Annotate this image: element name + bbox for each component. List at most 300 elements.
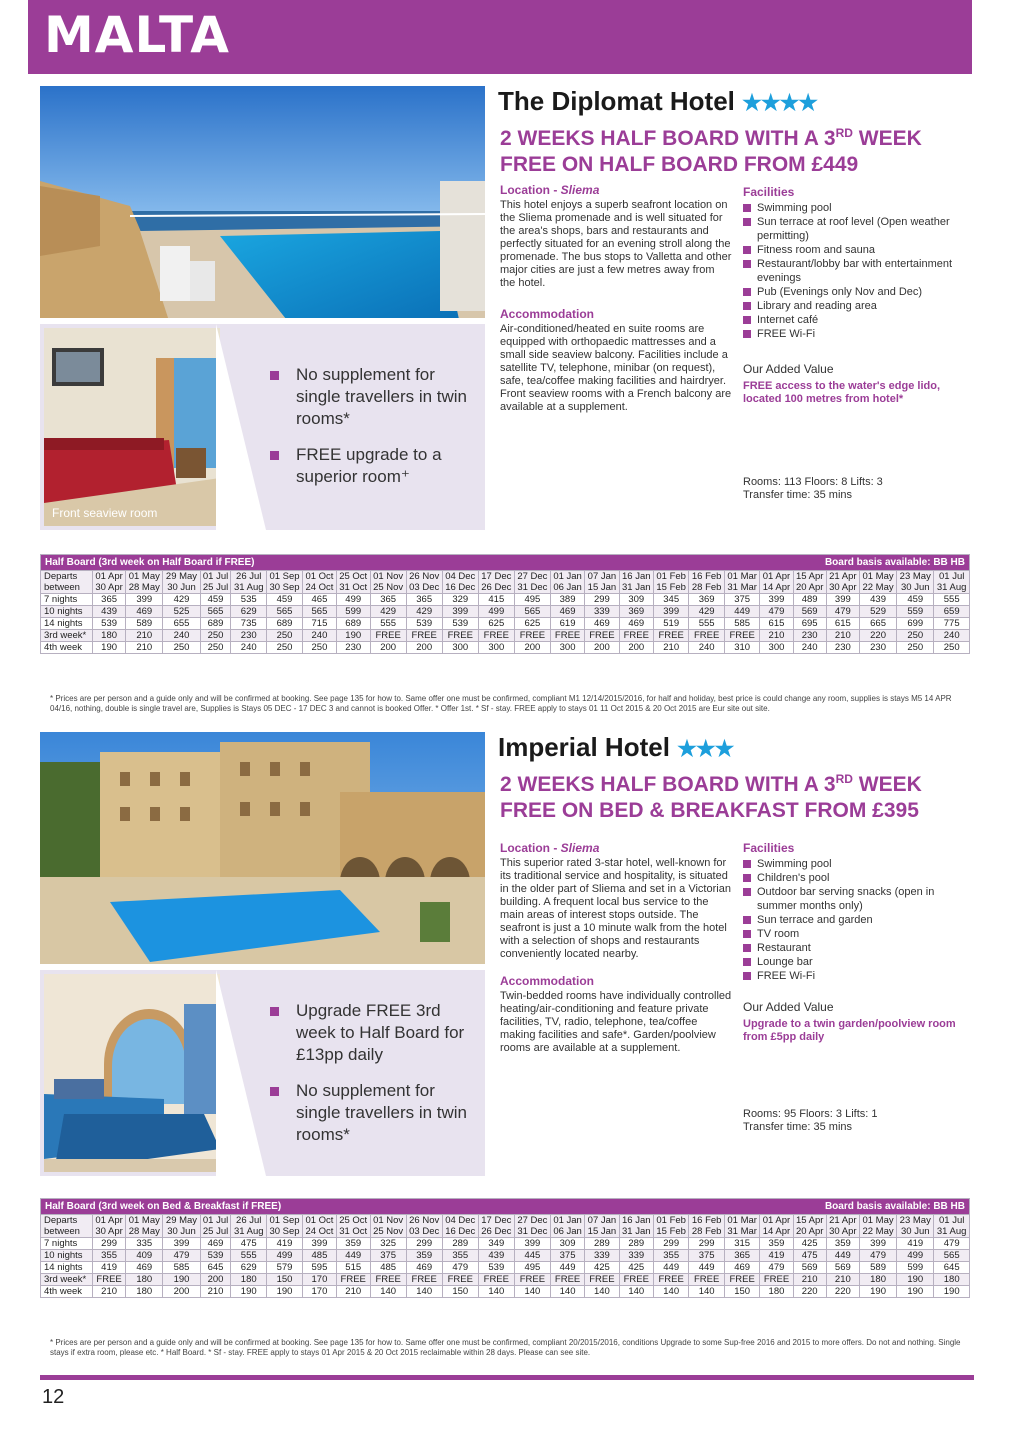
row-label: 3rd week*	[41, 1274, 93, 1286]
price-cell: 315	[724, 1238, 759, 1250]
facility-item: TV room	[743, 927, 968, 941]
date-to: 31 Dec	[517, 582, 548, 593]
price-cell: 339	[619, 1250, 653, 1262]
price-cell: 399	[826, 594, 859, 606]
table-row	[41, 1286, 970, 1298]
table-title: Half Board (3rd week on Bed & Breakfast if FREE)	[45, 1201, 282, 1212]
price-cell: 695	[793, 618, 826, 630]
price-cell: 299	[653, 1238, 688, 1250]
price-cell: 419	[760, 1250, 793, 1262]
date-range-header	[442, 1215, 478, 1238]
price-cell: 299	[689, 1238, 724, 1250]
date-range-header	[793, 571, 826, 594]
price-cell: 539	[442, 618, 478, 630]
date-from: 17 Dec	[481, 571, 512, 582]
price-cell: 459	[897, 594, 934, 606]
price-cell: 339	[585, 606, 619, 618]
price-cell: 220	[859, 630, 896, 642]
price-cell: 289	[619, 1238, 653, 1250]
date-from: 01 Jul	[939, 571, 965, 582]
date-to: 31 Jan	[622, 582, 651, 593]
board-basis: Board basis available: BB HB	[824, 557, 965, 568]
price-cell: 399	[442, 606, 478, 618]
price-cell: 230	[231, 630, 267, 642]
facility-item: FREE Wi-Fi	[743, 969, 968, 983]
date-range-header	[163, 571, 200, 594]
price-cell: 479	[442, 1262, 478, 1274]
price-cell: 230	[826, 642, 859, 654]
price-cell: 449	[550, 1262, 584, 1274]
price-cell: 689	[266, 618, 302, 630]
price-cell: 469	[200, 1238, 231, 1250]
date-to: 28 Feb	[691, 582, 722, 593]
price-cell: 399	[514, 1238, 550, 1250]
facility-item: Sun terrace at roof level (Open weather permitting)	[743, 215, 968, 243]
price-cell: 469	[619, 618, 653, 630]
date-range-header	[934, 571, 970, 594]
price-cell: 200	[514, 642, 550, 654]
date-range-header	[370, 1215, 406, 1238]
date-from: 26 Nov	[409, 571, 440, 582]
price-cell: FREE	[442, 1274, 478, 1286]
offer-line-1: 2 WEEKS HALF BOARD WITH A 3	[500, 773, 836, 796]
price-cell: 479	[760, 606, 793, 618]
date-from: 01 May	[128, 1215, 160, 1226]
photo-caption: Front seaview room	[52, 506, 158, 520]
date-to: 03 Dec	[409, 1226, 440, 1237]
price-cell: 479	[760, 1262, 793, 1274]
date-from: 23 May	[899, 571, 931, 582]
price-cell: 429	[163, 594, 200, 606]
price-cell: FREE	[760, 1274, 793, 1286]
price-cell: 775	[934, 618, 970, 630]
price-cell: 479	[859, 1250, 896, 1262]
offer-line-1b: WEEK	[852, 773, 922, 796]
date-from: 21 Apr	[829, 1215, 857, 1226]
price-cell: 210	[793, 1274, 826, 1286]
date-to: 30 Jun	[900, 582, 930, 593]
price-cell: 190	[859, 1286, 896, 1298]
price-cell: 499	[478, 606, 514, 618]
price-cell: 499	[336, 594, 370, 606]
facility-item: FREE Wi-Fi	[743, 327, 968, 341]
offer-headline	[500, 766, 980, 824]
facility-item: Sun terrace and garden	[743, 913, 968, 927]
date-range-header	[550, 571, 584, 594]
price-cell: 170	[303, 1286, 337, 1298]
date-from: 27 Dec	[517, 571, 548, 582]
date-range-header	[200, 1215, 231, 1238]
price-cell: 359	[406, 1250, 442, 1262]
price-cell: 439	[478, 1250, 514, 1262]
table-header-row	[41, 571, 970, 594]
price-cell: 589	[859, 1262, 896, 1274]
price-cell: FREE	[370, 630, 406, 642]
room-photo	[44, 328, 220, 526]
price-cell: 140	[653, 1286, 688, 1298]
price-cell: 375	[724, 594, 759, 606]
row-label: 14 nights	[41, 618, 93, 630]
hotel-name	[498, 732, 733, 763]
date-from: 01 Jul	[939, 1215, 965, 1226]
price-cell: 399	[126, 594, 163, 606]
date-to: 31 Aug	[936, 1226, 967, 1237]
facility-item: Internet café	[743, 313, 968, 327]
location-heading-text: Location -	[500, 841, 561, 855]
price-cell: 655	[163, 618, 200, 630]
price-cell: 190	[93, 642, 126, 654]
price-cell: 200	[163, 1286, 200, 1298]
price-cell: 299	[585, 594, 619, 606]
price-cell: FREE	[406, 1274, 442, 1286]
date-range-header	[653, 571, 688, 594]
date-to: 15 Jan	[587, 582, 617, 593]
date-to: 30 Apr	[829, 582, 857, 593]
date-from: 29 May	[165, 1215, 198, 1226]
price-cell: 425	[793, 1238, 826, 1250]
date-from: 04 Dec	[445, 1215, 476, 1226]
price-cell: 689	[200, 618, 231, 630]
date-to: 24 Oct	[305, 1226, 334, 1237]
price-cell: FREE	[406, 630, 442, 642]
price-cell: 210	[826, 630, 859, 642]
price-cell: 475	[231, 1238, 267, 1250]
price-cell: 555	[231, 1250, 267, 1262]
table-header-row	[41, 1215, 970, 1238]
date-to: 31 Mar	[727, 582, 757, 593]
price-cell: 449	[336, 1250, 370, 1262]
price-cell: 190	[934, 1286, 970, 1298]
hotel-stats: Rooms: 95 Floors: 3 Lifts: 1	[743, 1108, 878, 1120]
feature-panel	[40, 324, 485, 530]
date-from: 16 Feb	[691, 571, 722, 582]
date-range-header	[478, 571, 514, 594]
location-heading	[500, 184, 732, 197]
price-cell: 190	[336, 630, 370, 642]
price-cell: 180	[859, 1274, 896, 1286]
price-cell: 495	[514, 594, 550, 606]
date-range-header	[550, 1215, 584, 1238]
price-table	[40, 554, 970, 654]
price-cell: 240	[303, 630, 337, 642]
date-to: 30 Apr	[829, 1226, 857, 1237]
facility-item: Swimming pool	[743, 857, 968, 871]
price-cell: 535	[231, 594, 267, 606]
price-cell: 325	[370, 1238, 406, 1250]
price-cell: 625	[514, 618, 550, 630]
price-cell: 479	[163, 1250, 200, 1262]
facilities-heading: Facilities	[743, 841, 795, 855]
date-from: 16 Jan	[622, 571, 651, 582]
price-cell: FREE	[478, 630, 514, 642]
price-cell: 150	[442, 1286, 478, 1298]
price-cell: 365	[406, 594, 442, 606]
row-label: 7 nights	[41, 594, 93, 606]
description-column	[500, 842, 732, 1063]
date-range-header	[619, 571, 653, 594]
date-from: 01 Sep	[269, 1215, 300, 1226]
date-range-header	[336, 1215, 370, 1238]
hotel-name-text: Imperial Hotel	[498, 732, 670, 762]
date-from: 01 May	[862, 571, 894, 582]
price-cell: 300	[550, 642, 584, 654]
price-cell: 140	[550, 1286, 584, 1298]
price-cell: 140	[370, 1286, 406, 1298]
star-rating-icon: ★★★	[677, 736, 734, 761]
date-to: 28 May	[128, 582, 160, 593]
date-from: 01 Sep	[269, 571, 300, 582]
price-cell: 240	[934, 630, 970, 642]
price-cell: 250	[934, 642, 970, 654]
date-range-header	[585, 1215, 619, 1238]
date-from: 16 Jan	[622, 1215, 651, 1226]
hotel-name	[498, 86, 817, 117]
date-from: 01 Jan	[553, 1215, 582, 1226]
date-from: 23 May	[899, 1215, 931, 1226]
price-cell: 365	[93, 594, 126, 606]
price-cell: 399	[760, 594, 793, 606]
price-cell: 339	[585, 1250, 619, 1262]
price-cell: 419	[266, 1238, 302, 1250]
price-cell: 469	[406, 1262, 442, 1274]
price-cell: 525	[163, 606, 200, 618]
date-range-header	[93, 1215, 126, 1238]
date-from: 01 Jul	[202, 571, 229, 582]
date-range-header	[514, 1215, 550, 1238]
price-cell: FREE	[653, 630, 688, 642]
facility-item: Pub (Evenings only Nov and Dec)	[743, 285, 968, 299]
location-text: This hotel enjoys a superb seafront location on the Sliema promenade and is well situated for the area's shops, bars and restaurants and perfectly situated for an evening stroll along the promenade. The bus stops to Valletta and other major cities are just a few metres away from the hotel.	[500, 199, 732, 289]
price-cell: FREE	[585, 1274, 619, 1286]
price-cell: 250	[303, 642, 337, 654]
price-cell: 615	[760, 618, 793, 630]
date-to: 26 Dec	[481, 582, 512, 593]
price-cell: 479	[934, 1238, 970, 1250]
offer-line-2: FREE ON HALF BOARD FROM £449	[500, 153, 859, 176]
date-from: 01 Oct	[305, 571, 334, 582]
date-from: 01 Mar	[727, 571, 757, 582]
date-from: 04 Dec	[445, 571, 476, 582]
hotel-section-diplomat	[40, 86, 972, 713]
date-from: 15 Apr	[795, 571, 824, 582]
price-cell: 309	[550, 1238, 584, 1250]
price-cell: 469	[585, 618, 619, 630]
highlight-item: Upgrade FREE 3rd week to Half Board for £13pp daily	[268, 1000, 478, 1066]
price-cell: 519	[653, 618, 688, 630]
price-cell: 200	[585, 642, 619, 654]
table-title-bar	[41, 1199, 970, 1215]
date-range-header	[200, 571, 231, 594]
price-cell: 399	[859, 1238, 896, 1250]
price-cell: 250	[200, 642, 231, 654]
price-cell: 565	[266, 606, 302, 618]
date-to: 25 Jul	[202, 582, 229, 593]
price-cell: 625	[478, 618, 514, 630]
table-row	[41, 618, 970, 630]
price-cell: FREE	[724, 1274, 759, 1286]
star-rating-icon: ★★★★	[742, 90, 818, 115]
date-range-header	[760, 571, 793, 594]
price-cell: 689	[336, 618, 370, 630]
date-range-header	[266, 571, 302, 594]
date-to: 30 Jun	[900, 1226, 930, 1237]
date-range-header	[619, 1215, 653, 1238]
price-cell: 240	[231, 642, 267, 654]
feature-panel	[40, 970, 485, 1176]
highlight-item: No supplement for single travellers in twin rooms*	[268, 364, 478, 430]
price-cell: 250	[897, 630, 934, 642]
price-cell: 365	[724, 1250, 759, 1262]
price-cell: 310	[724, 642, 759, 654]
offer-line-1: 2 WEEKS HALF BOARD WITH A 3	[500, 127, 836, 150]
location-place: Sliema	[560, 183, 600, 197]
added-value-text: FREE access to the water's edge lido, located 100 metres from hotel*	[743, 380, 941, 405]
table-row	[41, 1238, 970, 1250]
accommodation-heading: Accommodation	[500, 307, 595, 321]
price-cell: 140	[619, 1286, 653, 1298]
departs-label	[41, 571, 93, 594]
page-number: 12	[42, 1386, 65, 1408]
price-cell: 515	[336, 1262, 370, 1274]
table-title-bar	[41, 555, 970, 571]
price-cell: 210	[336, 1286, 370, 1298]
date-from: 01 Jan	[553, 571, 582, 582]
date-range-header	[370, 571, 406, 594]
date-from: 16 Feb	[691, 1215, 722, 1226]
price-cell: 180	[760, 1286, 793, 1298]
description-column	[500, 184, 732, 422]
price-cell: 375	[550, 1250, 584, 1262]
price-cell: 419	[93, 1262, 126, 1274]
date-to: 31 Aug	[936, 582, 967, 593]
date-to: 31 Dec	[517, 1226, 548, 1237]
location-heading	[500, 842, 732, 855]
price-cell: 250	[200, 630, 231, 642]
price-cell: FREE	[653, 1274, 688, 1286]
price-cell: 300	[478, 642, 514, 654]
price-cell: 485	[303, 1250, 337, 1262]
price-cell: 539	[200, 1250, 231, 1262]
price-cell: 459	[266, 594, 302, 606]
departs-label	[41, 1215, 93, 1238]
price-cell: 565	[934, 1250, 970, 1262]
price-cell: 439	[859, 594, 896, 606]
date-range-header	[585, 571, 619, 594]
transfer-time: Transfer time: 35 mins	[743, 1121, 853, 1133]
date-to: 16 Dec	[445, 582, 476, 593]
price-cell: 399	[303, 1238, 337, 1250]
date-range-header	[126, 571, 163, 594]
date-to: 30 Sep	[269, 582, 300, 593]
date-from: 26 Jul	[236, 1215, 262, 1226]
offer-sup: RD	[835, 126, 853, 140]
price-cell: 555	[370, 618, 406, 630]
price-cell: 349	[478, 1238, 514, 1250]
date-to: 30 Jun	[167, 1226, 196, 1237]
date-from: 26 Nov	[409, 1215, 440, 1226]
price-cell: 565	[303, 606, 337, 618]
date-range-header	[478, 1215, 514, 1238]
hotel-pool-photo	[40, 86, 485, 324]
date-from: 01 Apr	[762, 1215, 791, 1226]
price-cell: 355	[653, 1250, 688, 1262]
price-cell: 309	[619, 594, 653, 606]
price-cell: 599	[336, 606, 370, 618]
transfer-time: Transfer time: 35 mins	[743, 489, 853, 501]
price-cell: 585	[163, 1262, 200, 1274]
price-cell: 210	[126, 642, 163, 654]
date-to: 31 Mar	[727, 1226, 757, 1237]
price-cell: FREE	[619, 1274, 653, 1286]
facility-item: Restaurant	[743, 941, 968, 955]
decorative-wedge	[216, 970, 266, 1176]
price-cell: 479	[826, 606, 859, 618]
price-cell: 569	[793, 1262, 826, 1274]
price-cell: 170	[303, 1274, 337, 1286]
price-cell: 200	[619, 642, 653, 654]
price-cell: 445	[514, 1250, 550, 1262]
date-range-header	[897, 1215, 934, 1238]
price-cell: 220	[793, 1286, 826, 1298]
date-to: 31 Oct	[339, 582, 368, 593]
price-cell: 220	[826, 1286, 859, 1298]
price-cell: 495	[514, 1262, 550, 1274]
added-value-heading: Our Added Value	[743, 1000, 834, 1014]
facilities-heading: Facilities	[743, 185, 795, 199]
price-cell: 359	[826, 1238, 859, 1250]
price-cell: 399	[163, 1238, 200, 1250]
date-to: 20 Apr	[795, 1226, 824, 1237]
price-cell: 469	[724, 1262, 759, 1274]
date-range-header	[859, 1215, 896, 1238]
price-cell: 389	[550, 594, 584, 606]
date-from: 01 Nov	[373, 1215, 404, 1226]
date-from: 27 Dec	[517, 1215, 548, 1226]
price-cell: 250	[897, 642, 934, 654]
price-cell: 449	[653, 1262, 688, 1274]
price-cell: 359	[336, 1238, 370, 1250]
price-cell: 419	[897, 1238, 934, 1250]
price-cell: 555	[934, 594, 970, 606]
highlight-item: No supplement for single travellers in twin rooms*	[268, 1080, 478, 1146]
date-to: 31 Aug	[233, 1226, 264, 1237]
price-cell: 200	[370, 642, 406, 654]
date-from: 01 Feb	[656, 571, 686, 582]
date-from: 07 Jan	[587, 571, 617, 582]
price-cell: 375	[370, 1250, 406, 1262]
price-table	[40, 1198, 970, 1298]
facility-item: Library and reading area	[743, 299, 968, 313]
date-from: 07 Jan	[587, 1215, 617, 1226]
row-label: 7 nights	[41, 1238, 93, 1250]
price-cell: 180	[231, 1274, 267, 1286]
price-cell: 529	[859, 606, 896, 618]
price-cell: 250	[266, 630, 302, 642]
table-row	[41, 642, 970, 654]
price-cell: 555	[689, 618, 724, 630]
price-cell: 579	[266, 1262, 302, 1274]
price-cell: 140	[406, 1286, 442, 1298]
date-range-header	[303, 571, 337, 594]
date-from: 29 May	[165, 571, 198, 582]
price-cell: 190	[897, 1286, 934, 1298]
accommodation-text: Twin-bedded rooms have individually controlled heating/air-conditioning and feature private facilities, TV, radio, telephone, tea/coffee making facilities and safe*. Garden/poolview rooms are available at a supplement.	[500, 990, 732, 1054]
added-value-text: Upgrade to a twin garden/poolview room from £5pp daily	[743, 1018, 956, 1043]
price-cell: FREE	[514, 630, 550, 642]
date-to: 14 Apr	[762, 582, 791, 593]
price-cell: 329	[442, 594, 478, 606]
price-cell: 150	[724, 1286, 759, 1298]
